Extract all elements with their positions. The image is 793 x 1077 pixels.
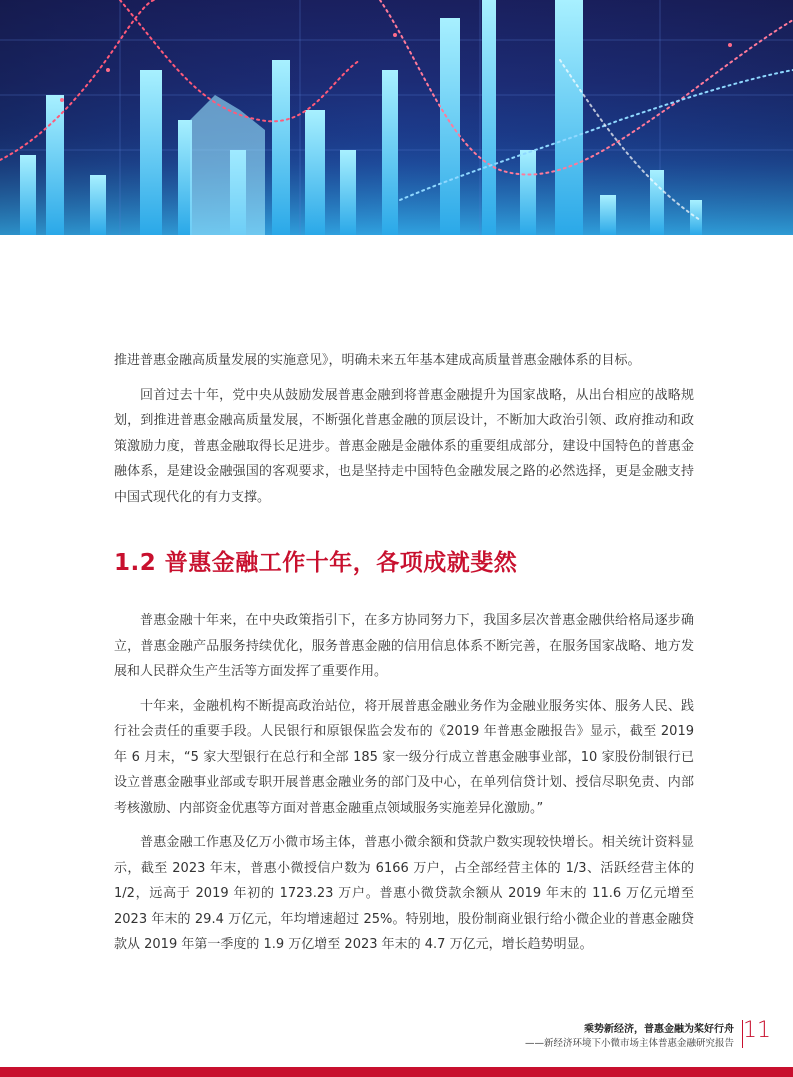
intro-section: [114, 348, 694, 510]
paragraph: 普惠金融工作惠及亿万小微市场主体，普惠小微余额和贷款户数实现较快增长。相关统计资料显示，截至 2023 年末，普惠小微授信户数为 6166 万户，占全部经营主体的 1/3、活跃经营主体的 1/2，远高于 2019 年初的 1723.23 万户。普惠小微贷款余额从 2019 年末的 11.6 万亿元增至 2023 年末的 29.4 万亿元，年均增速超过 25%。特别地，股份制商业银行给小微企业的普惠金融贷款从 2019 年第一季度的 1.9 万亿增至 2023 年末的 4.7 万亿元，增长趋势明显。: [114, 835, 694, 952]
section-heading: 1.2 普惠金融工作十年，各项成就斐然: [114, 550, 518, 576]
achievements-section: [114, 608, 694, 958]
paragraph: 十年来，金融机构不断提高政治站位，将开展普惠金融业务作为金融业服务实体、服务人民、践行社会责任的重要手段。人民银行和原银保监会发布的《2019 年普惠金融报告》显示，截至 2019 年 6 月末，“5 家大型银行在总行和全部 185 家一级分行成立普惠金融事业部，10 家股份制银行已设立普惠金融事业部或专职开展普惠金融业务的部门及中心，在单列信贷计划、授信尽职免责、内部考核激励、内部资金优惠等方面对普惠金融重点领域服务实施差异化激励。”: [114, 698, 694, 816]
bottom-accent-bar: [0, 1067, 793, 1077]
page-number: 11: [743, 1018, 771, 1043]
page-footer: [0, 1017, 793, 1051]
footer-report-title: 乘势新经济，普惠金融为桨好行舟: [584, 1024, 734, 1035]
paragraph: 推进普惠金融高质量发展的实施意见》，明确未来五年基本建成高质量普惠金融体系的目标。: [114, 353, 641, 368]
financial-chart-illustration: [0, 0, 793, 235]
paragraph: 回首过去十年，党中央从鼓励发展普惠金融到将普惠金融提升为国家战略，从出台相应的战略规划，到推进普惠金融高质量发展，不断强化普惠金融的顶层设计，不断加大政治引领、政府推动和政策激励力度，普惠金融取得长足进步。普惠金融是金融体系的重要组成部分，建设中国特色的普惠金融体系，是建设金融强国的客观要求，也是坚持走中国特色金融发展之路的必然选择，更是金融支持中国式现代化的有力支撑。: [114, 387, 694, 505]
paragraph: 普惠金融十年来，在中央政策指引下，在多方协同努力下，我国多层次普惠金融供给格局逐步确立，普惠金融产品服务持续优化，服务普惠金融的信用信息体系不断完善，在服务国家战略、地方发展和人民群众生产生活等方面发挥了重要作用。: [114, 613, 694, 679]
footer-report-subtitle: ——新经济环境下小微市场主体普惠金融研究报告: [524, 1038, 734, 1049]
header-banner-image: [0, 0, 793, 235]
